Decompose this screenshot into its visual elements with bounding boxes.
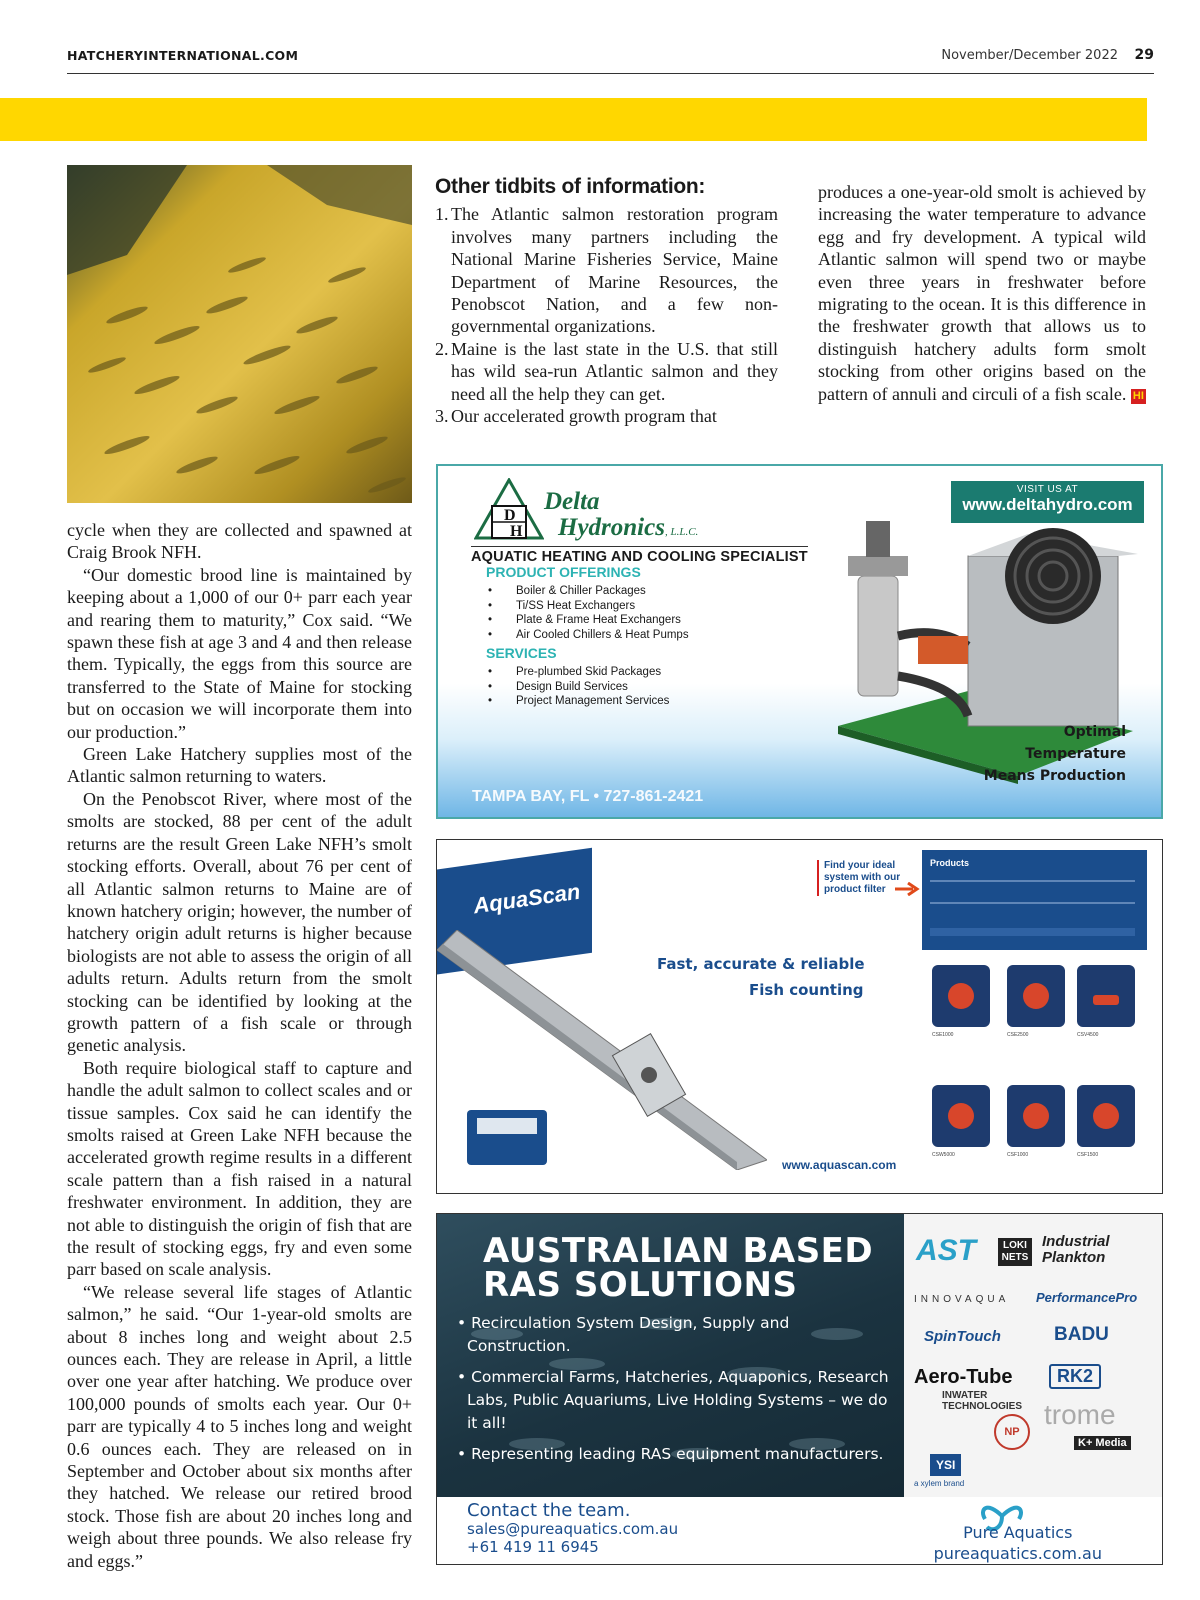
- visit-label: VISIT US AT: [1016, 484, 1079, 495]
- product-label: CSF1000: [1007, 1152, 1029, 1158]
- paragraph: produces a one-year-old smolt is achieved by increasing the water temperature to advance egg and fry development. A typical wild Atlantic salmon will spend two or maybe even three years in freshwater before migrating to the ocean. It is this difference in the freshwater growth that allows us to distinguish hatchery adults form smolt stocking from other origins based on the pattern of annuli and circuli of a fish scale.: [818, 182, 1146, 404]
- company-name: Pure Aquatics: [963, 1523, 1073, 1542]
- list-text: Maine is the last state in the U.S. that still has wild sea-run Atlantic salmon and they need all the help they can get.: [451, 338, 778, 404]
- list-item: [435, 338, 778, 405]
- partner-logo: Industrial Plankton: [1042, 1233, 1110, 1266]
- slogan-line: Optimal: [1063, 724, 1126, 740]
- partner-logo: INWATER TECHNOLOGIES: [942, 1390, 1023, 1412]
- partner-logo: BADU: [1054, 1324, 1109, 1345]
- list-text: Our accelerated growth program that: [451, 406, 717, 427]
- partner-logo: SpinTouch: [924, 1328, 1001, 1345]
- contact-block: [467, 1502, 678, 1556]
- partner-logo: NP: [994, 1414, 1030, 1450]
- paragraph: “We release several life stages of Atlantic salmon,” he said. “Our 1-year-old smolts are about 8 inches long and weight about 2.5 ounces each. They are release in April, a little over one year after hatching. We produce over 100,000 pounds of smolts each year. Our 0+ parr are typically 4 to 5 inches long and weight 0.6 ounces each. They are released on in September and October about six months after they hatched. We release our retired brood stock. Those fish are about 20 inches long and weigh about three pounds. We also release fry and eggs.”: [67, 1281, 412, 1571]
- tidbits-heading: Other tidbits of information:: [435, 175, 706, 198]
- pure-aquatics-brand: [934, 1522, 1102, 1564]
- slogan-line: Temperature: [1025, 746, 1126, 762]
- paragraph: Green Lake Hatchery supplies most of the Atlantic salmon returning to waters.: [67, 744, 412, 787]
- headline-fast: Fast, accurate & reliable: [657, 955, 865, 973]
- end-mark: HI: [1132, 389, 1144, 402]
- delta-logo-icon: [474, 478, 544, 540]
- product-label: CSE1000: [932, 1032, 954, 1038]
- product-image: [932, 965, 990, 1027]
- panel-title: Products: [930, 858, 970, 868]
- partner-logo: INNOVAQUA: [914, 1294, 1010, 1305]
- paragraph: On the Penobscot River, where most of the smolts are stocked, 88 per cent of the adult returns are the result Green Lake NFH’s smolt stocking efforts. Overall, about 76 per cent of all Atlantic salmon returns to Maine are of known hatchery origin; however, the number of hatchery origin adult returns is higher because biologists are not able to assess the origin of all adults return. Adults return from the smolt stocking can be identified by looking at the growth pattern of a fish scale or through genetic analysis.: [67, 788, 412, 1056]
- page-number: 29: [1134, 47, 1154, 63]
- list-number: 2.: [435, 338, 449, 359]
- list-item: • Plate & Frame Heat Exchangers: [488, 613, 689, 628]
- logo-letter-d: D: [504, 507, 516, 524]
- ras-headline-line2: RAS SOLUTIONS: [483, 1265, 798, 1305]
- product-image: [1077, 1085, 1135, 1147]
- delta-brand-line2: [558, 514, 698, 542]
- list-item: • Boiler & Chiller Packages: [488, 584, 689, 599]
- product-filter-callout[interactable]: [817, 860, 900, 896]
- company-website[interactable]: pureaquatics.com.au: [933, 1544, 1102, 1563]
- list-item: • Ti/SS Heat Exchangers: [488, 599, 689, 614]
- product-image: [932, 1085, 990, 1147]
- headline-fish-counting: Fish counting: [749, 981, 864, 999]
- delta-tagline: AQUATIC HEATING AND COOLING SPECIALIST: [471, 546, 808, 565]
- list-item: • Project Management Services: [488, 694, 669, 709]
- offerings-list: [488, 584, 689, 642]
- paragraph: “Our domestic brood line is maintained by keeping about a 1,000 of our 0+ parr each year and rearing them to maturity,” Cox said. “We spawn these fish at age 3 and 4 and then release them. Typically, the eggs from this source are transferred to the State of Maine for stocking but on occasion we will incorporate them into our production.”: [67, 564, 412, 742]
- offerings-title: PRODUCT OFFERINGS: [486, 564, 641, 580]
- list-number: 3.: [435, 406, 449, 427]
- list-item: [435, 203, 778, 337]
- salmon-photo: [67, 165, 412, 503]
- contact-title: Contact the team.: [467, 1500, 631, 1521]
- partner-logo: RK2: [1049, 1364, 1101, 1389]
- contact-email[interactable]: sales@pureaquatics.com.au: [467, 1520, 679, 1538]
- site-name: HATCHERYINTERNATIONAL.COM: [67, 48, 299, 63]
- delta-phone: TAMPA BAY, FL • 727-861-2421: [472, 788, 704, 805]
- callout-line: Find your ideal: [824, 860, 896, 871]
- article-left-column: [67, 519, 412, 1572]
- list-item: • Pre-plumbed Skid Packages: [488, 665, 669, 680]
- logo-letter-h: H: [510, 523, 523, 540]
- list-number: 1.: [435, 204, 449, 225]
- partner-logo: K+ Media: [1074, 1436, 1131, 1450]
- contact-phone: +61 419 11 6945: [467, 1538, 599, 1556]
- product-image: [1007, 965, 1065, 1027]
- product-label: CSW5000: [932, 1152, 955, 1158]
- page-header: [67, 44, 1154, 74]
- paragraph: cycle when they are collected and spawned at Craig Brook NFH.: [67, 520, 412, 563]
- delta-hydronics-ad[interactable]: [436, 464, 1163, 819]
- aquascan-brand: AquaScan: [471, 878, 582, 919]
- partner-logo: PerformancePro: [1036, 1290, 1138, 1305]
- list-item: • Design Build Services: [488, 680, 669, 695]
- partner-logo: LOKI NETS: [998, 1238, 1032, 1266]
- arrow-right-icon: [895, 882, 921, 896]
- ras-bullet: • Representing leading RAS equipment manufacturers.: [457, 1445, 884, 1463]
- delta-brand-line1: Delta: [544, 488, 600, 515]
- callout-line: system with our: [824, 872, 901, 883]
- product-label: CSV4500: [1077, 1032, 1099, 1038]
- tidbits-list: [435, 203, 778, 427]
- tidbits-section: [435, 176, 778, 427]
- list-item: [435, 405, 778, 427]
- brand-suffix: , L.L.C.: [664, 526, 699, 538]
- yellow-banner: [0, 98, 1147, 141]
- partner-logo: AST: [916, 1234, 976, 1267]
- partner-logo: trome: [1044, 1399, 1116, 1430]
- product-label: CSF1500: [1077, 1152, 1099, 1158]
- services-title: SERVICES: [486, 645, 557, 661]
- ras-bullet: • Commercial Farms, Hatcheries, Aquaponics, Research Labs, Public Aquariums, Live Holding Systems – we do it all!: [457, 1368, 889, 1432]
- list-item: • Air Cooled Chillers & Heat Pumps: [488, 628, 689, 643]
- article-right-column: [818, 181, 1146, 405]
- partner-logo: a xylem brand: [914, 1479, 965, 1488]
- callout-line: product filter: [824, 884, 886, 895]
- product-label: CSE2500: [1007, 1032, 1029, 1038]
- product-image: [1007, 1085, 1065, 1147]
- issue-date: November/December 2022: [941, 48, 1118, 63]
- list-text: The Atlantic salmon restoration program involves many partners including the National Marine Fisheries Service, Maine Department of Marine Resources, the Penobscot Nation, and a few non-governmental organizations.: [451, 204, 778, 337]
- product-image: [1077, 965, 1135, 1027]
- ras-headline-line1: AUSTRALIAN BASED: [483, 1231, 874, 1271]
- delta-url[interactable]: www.deltahydro.com: [962, 495, 1133, 514]
- ras-bullet: • Recirculation System Design, Supply and Construction.: [457, 1314, 790, 1355]
- partner-logo: Aero-Tube: [914, 1366, 1013, 1388]
- partner-logos-panel: [904, 1214, 1163, 1497]
- aquascan-ad[interactable]: [436, 839, 1163, 1194]
- brand-name: Hydronics: [558, 514, 665, 541]
- aquascan-url[interactable]: www.aquascan.com: [782, 1158, 897, 1172]
- paragraph: Both require biological staff to capture and handle the adult salmon to collect scales and or tissue samples. Cox said he can identify the smolts raised at Green Lake NFH because the accelerated growth regime results in a different scale pattern than a fish raised in a natural freshwater environment. In addition, they are not able to distinguish the origin of fish that are the result of stocking eggs, fry and even some parr based on scale analysis.: [67, 1057, 412, 1280]
- pure-aquatics-ad[interactable]: [436, 1213, 1163, 1565]
- services-list: [488, 665, 669, 709]
- partner-logo: YSI: [930, 1454, 961, 1476]
- slogan-line: Means Production: [983, 768, 1126, 784]
- product-filter-panel[interactable]: [922, 850, 1147, 950]
